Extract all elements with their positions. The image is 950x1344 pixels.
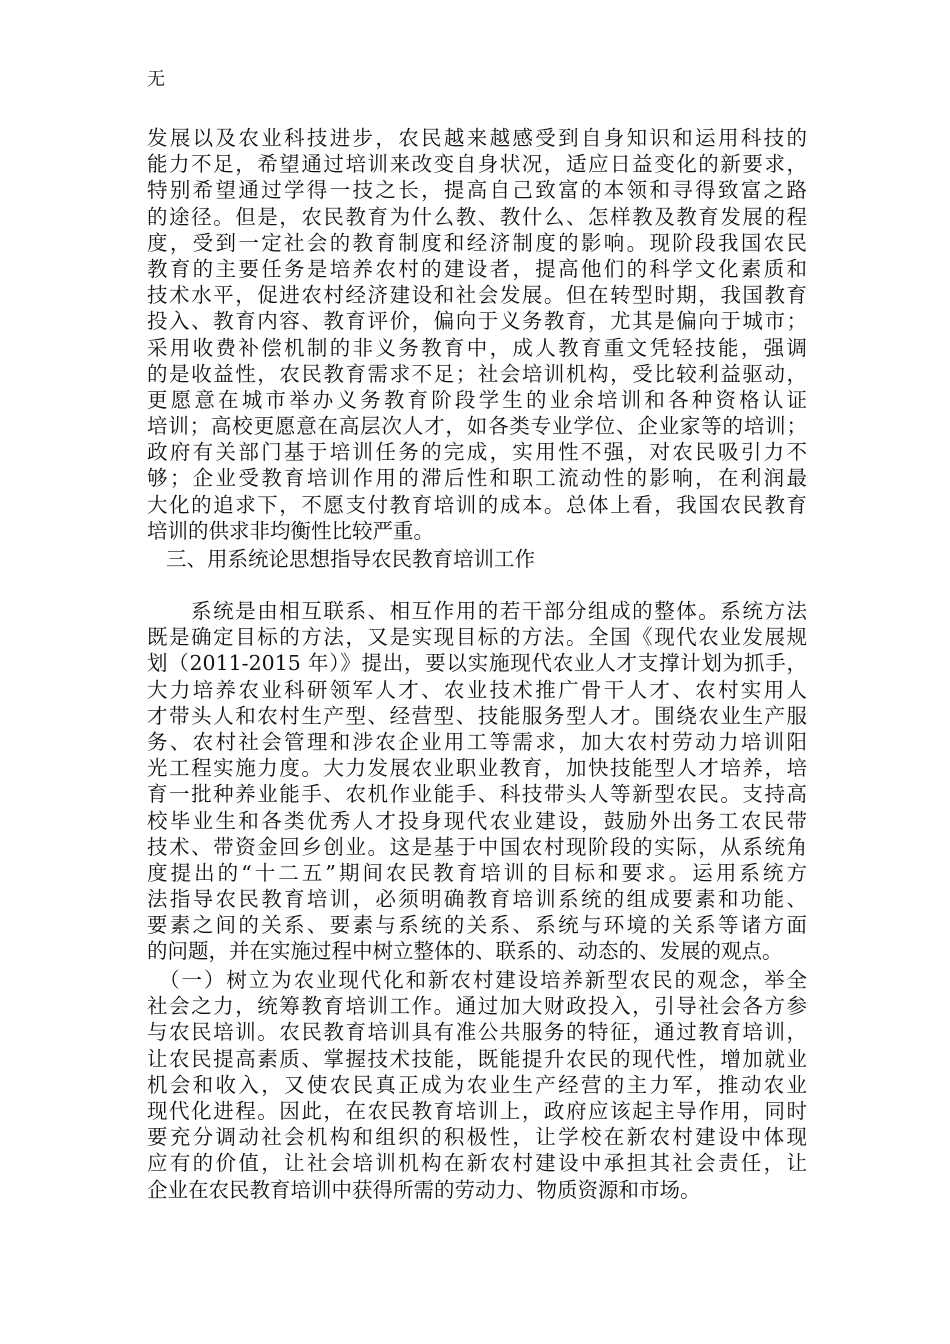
- paragraph-line: 大力培养农业科研领军人才、农业技术推广骨干人才、农村实用人: [147, 677, 807, 702]
- paragraph-1: [147, 125, 807, 544]
- paragraph-line: 机会和收入，又使农民真正成为农业生产经营的主力军，推动农业: [147, 1072, 807, 1097]
- paragraph-line: 发展以及农业科技进步，农民越来越感受到自身知识和运用科技的: [147, 126, 807, 150]
- paragraph-line: 系统是由相互联系、相互作用的若干部分组成的整体。系统方法: [147, 599, 807, 623]
- paragraph-line: 的是收益性，农民教育需求不足；社会培训机构，受比较利益驱动，: [147, 361, 807, 386]
- paragraph-line: 政府有关部门基于培训任务的完成，实用性不强，对农民吸引力不: [147, 440, 807, 465]
- paragraph-line: 采用收费补偿机制的非义务教育中，成人教育重文凭轻技能，强调: [147, 335, 807, 360]
- paragraph-line: 育一批种养业能手、农机作业能手、科技带头人等新型农民。支持高: [147, 782, 807, 807]
- paragraph-line: 应有的价值，让社会培训机构在新农村建设中承担其社会责任，让: [147, 1151, 807, 1176]
- paragraph-line: 企业在农民教育培训中获得所需的劳动力、物质资源和市场。: [147, 1177, 701, 1202]
- paragraph-line: 培训的供求非均衡性比较严重。: [147, 518, 434, 543]
- paragraph-line: 划（2011-2015 年）》提出，要以实施现代农业人才支撑计划为抓手，: [147, 651, 807, 676]
- paragraph-line: 社会之力，统筹教育培训工作。通过加大财政投入，引导社会各方参: [147, 994, 807, 1019]
- paragraph-line: 更愿意在城市举办义务教育阶段学生的业余培训和各种资格认证: [147, 387, 807, 412]
- paragraph-line: 要充分调动社会机构和组织的积极性，让学校在新农村建设中体现: [147, 1125, 807, 1150]
- page-header: 无: [147, 69, 165, 90]
- paragraph-line: 法指导农民教育培训，必须明确教育培训系统的组成要素和功能、: [147, 887, 807, 912]
- paragraph-line: 与农民培训。农民教育培训具有准公共服务的特征，通过教育培训，: [147, 1020, 807, 1045]
- paragraph-line: 够；企业受教育培训作用的滞后性和职工流动性的影响，在利润最: [147, 466, 807, 491]
- paragraph-line: 让农民提高素质、掌握技术技能，既能提升农民的现代性，增加就业: [147, 1046, 807, 1071]
- paragraph-line: 培训；高校更愿意在高层次人才，如各类专业学位、企业家等的培训；: [147, 414, 807, 439]
- paragraph-line: 投入、教育内容、教育评价，偏向于义务教育，尤其是偏向于城市；: [147, 309, 807, 334]
- paragraph-line: 才带头人和农村生产型、经营型、技能服务型人才。围绕农业生产服: [147, 703, 807, 728]
- paragraph-line: 光工程实施力度。大力发展农业职业教育，加快技能型人才培养，培: [147, 756, 807, 781]
- paragraph-line: 校毕业生和各类优秀人才投身现代农业建设，鼓励外出务工农民带: [147, 808, 807, 833]
- paragraph-line: 技术、带资金回乡创业。这是基于中国农村现阶段的实际，从系统角: [147, 834, 807, 859]
- paragraph-line: 既是确定目标的方法，又是实现目标的方法。全国《现代农业发展规: [147, 625, 807, 650]
- paragraph-line: 度，受到一定社会的教育制度和经济制度的影响。现阶段我国农民: [147, 230, 807, 255]
- section-heading: 三、用系统论思想指导农民教育培训工作: [166, 547, 535, 571]
- paragraph-line: 要素之间的关系、要素与系统的关系、系统与环境的关系等诸方面: [147, 913, 807, 938]
- paragraph-line: 技术水平，促进农村经济建设和社会发展。但在转型时期，我国教育: [147, 283, 807, 308]
- paragraph-line: （一）树立为农业现代化和新农村建设培养新型农民的观念，举全: [147, 968, 807, 992]
- paragraph-line: 大化的追求下，不愿支付教育培训的成本。总体上看，我国农民教育: [147, 492, 807, 517]
- paragraph-line: 特别希望通过学得一技之长，提高自己致富的本领和寻得致富之路: [147, 178, 807, 203]
- paragraph-line: 务、农村社会管理和涉农企业用工等需求，加大农村劳动力培训阳: [147, 729, 807, 754]
- paragraph-line: 的问题，并在实施过程中树立整体的、联系的、动态的、发展的观点。: [147, 939, 783, 964]
- paragraph-line: 教育的主要任务是培养农村的建设者，提高他们的科学文化素质和: [147, 256, 807, 281]
- paragraph-3: [147, 967, 807, 1203]
- paragraph-line: 能力不足，希望通过培训来改变自身状况，适应日益变化的新要求，: [147, 152, 807, 177]
- paragraph-line: 现代化进程。因此，在农民教育培训上，政府应该起主导作用，同时: [147, 1098, 807, 1123]
- paragraph-line: 度提出的“十二五”期间农民教育培训的目标和要求。运用系统方: [147, 860, 807, 885]
- paragraph-2: [147, 598, 807, 965]
- paragraph-line: 的途径。但是，农民教育为什么教、教什么、怎样教及教育发展的程: [147, 204, 807, 229]
